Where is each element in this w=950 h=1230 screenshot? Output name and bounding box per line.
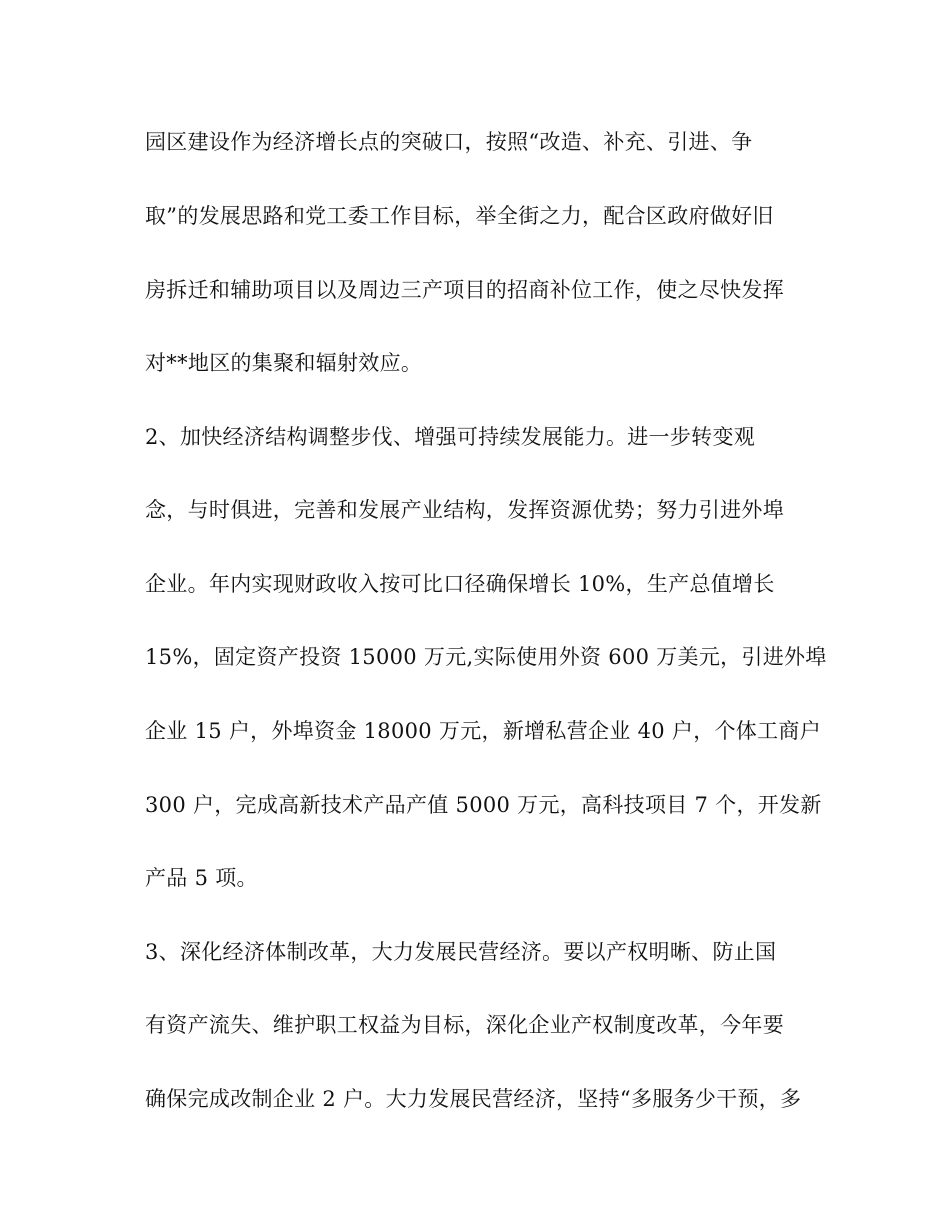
text-line: 取”的发展思路和党工委工作目标，举全街之力，配合区政府做好旧 bbox=[145, 204, 774, 228]
text-line: 企业。年内实现财政收入按可比口径确保增长 10%，生产总值增长 bbox=[145, 572, 775, 596]
text-line: 15%，固定资产投资 15000 万元,实际使用外资 600 万美元，引进外埠 bbox=[145, 645, 827, 669]
text-line: 房拆迁和辅助项目以及周边三产项目的招商补位工作，使之尽快发挥 bbox=[145, 278, 784, 302]
text-line: 3、深化经济体制改革，大力发展民营经济。要以产权明晰、防止国 bbox=[145, 940, 777, 964]
text-line: 有资产流失、维护职工权益为目标，深化企业产权制度改革，今年要 bbox=[145, 1013, 784, 1037]
text-line: 对**地区的集聚和辐射效应。 bbox=[145, 351, 423, 375]
text-line: 园区建设作为经济增长点的突破口，按照“改造、补充、引进、争 bbox=[145, 130, 753, 154]
text-line: 企业 15 户，外埠资金 18000 万元，新增私营企业 40 户，个体工商户 bbox=[145, 719, 821, 743]
text-line: 2、加快经济结构调整步伐、增强可持续发展能力。进一步转变观 bbox=[145, 425, 756, 449]
text-line: 确保完成改制企业 2 户。大力发展民营经济，坚持“多服务少干预，多 bbox=[145, 1087, 802, 1111]
text-line: 念，与时俱进，完善和发展产业结构，发挥资源优势；努力引进外埠 bbox=[145, 498, 784, 522]
text-line: 300 户，完成高新技术产品产值 5000 万元，高科技项目 7 个，开发新 bbox=[145, 793, 822, 817]
text-line: 产品 5 项。 bbox=[145, 866, 258, 890]
